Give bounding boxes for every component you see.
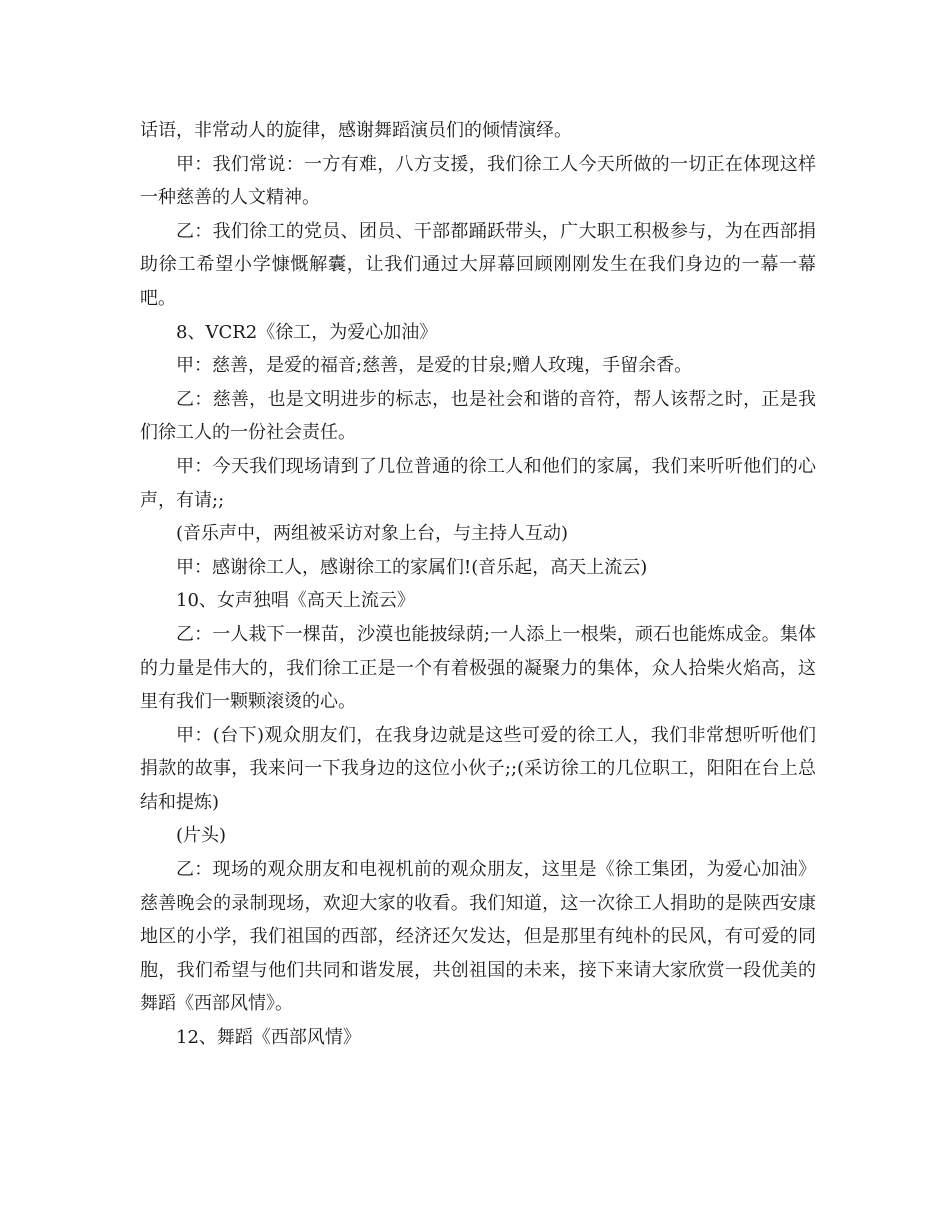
paragraph-yi-donation-video-intro: 乙：我们徐工的党员、团员、干部都踊跃带头，广大职工积极参与，为在西部捐助徐工希望小学慷慨解囊，让我们通过大屏幕回顾刚刚发生在我们身边的一幕一幕吧。 [140, 220, 816, 309]
paragraph-jia-thanks-families: 甲：感谢徐工人，感谢徐工的家属们!(音乐起，高天上流云) [176, 556, 648, 578]
paragraph-jia-charity-gospel: 甲：慈善，是爱的福音;慈善，是爱的甘泉;赠人玫瑰，手留余香。 [176, 355, 693, 377]
paragraph-jia-invite-families: 甲：今天我们现场请到了几位普通的徐工人和他们的家属，我们来听听他们的心声，有请;; [140, 455, 816, 511]
paragraph-yi-social-responsibility: 乙：慈善，也是文明进步的标志，也是社会和谐的音符，帮人该帮之时，正是我们徐工人的一份社会责任。 [140, 388, 816, 444]
paragraph-yi-gala-welcome: 乙：现场的观众朋友和电视机前的观众朋友，这里是《徐工集团，为爱心加油》慈善晚会的录制现场，欢迎大家的收看。我们知道，这一次徐工人捐助的是陕西安康地区的小学，我们祖国的西部，经济还欠发达，但是那里有纯朴的民风，有可爱的同胞，我们希望与他们共同和谐发展，共创祖国的未来，接下来请大家欣赏一段优美的舞蹈《西部风情》。 [140, 859, 816, 1015]
stage-direction-interview: (音乐声中，两组被采访对象上台，与主持人互动) [176, 523, 569, 545]
paragraph-closing-remark: 话语，非常动人的旋律，感谢舞蹈演员们的倾情演绎。 [140, 120, 572, 141]
paragraph-jia-charity-spirit: 甲：我们常说：一方有难，八方支援，我们徐工人今天所做的一切正在体现这样一种慈善的人文精神。 [140, 153, 816, 209]
program-item-dance: 12、舞蹈《西部风情》 [176, 1027, 361, 1049]
program-item-female-solo: 10、女声独唱《高天上流云》 [176, 590, 415, 612]
paragraph-yi-collective-strength: 乙：一人栽下一棵苗，沙漠也能披绿荫;一人添上一根柴，顽石也能炼成金。集体的力量是伟大的，我们徐工正是一个有着极强的凝聚力的集体，众人拾柴火焰高，这里有我们一颗颗滚烫的心。 [140, 623, 816, 713]
program-item-vcr2: 8、VCR2《徐工，为爱心加油》 [176, 321, 438, 343]
paragraph-jia-audience-interview: 甲：(台下)观众朋友们，在我身边就是这些可爱的徐工人，我们非常想听听他们捐款的故事，我来问一下我身边的这位小伙子;;(采访徐工的几位职工，阳阳在台上总结和提炼) [140, 724, 816, 813]
stage-direction-opening-clip: (片头) [176, 825, 227, 847]
document-body [140, 114, 816, 1055]
